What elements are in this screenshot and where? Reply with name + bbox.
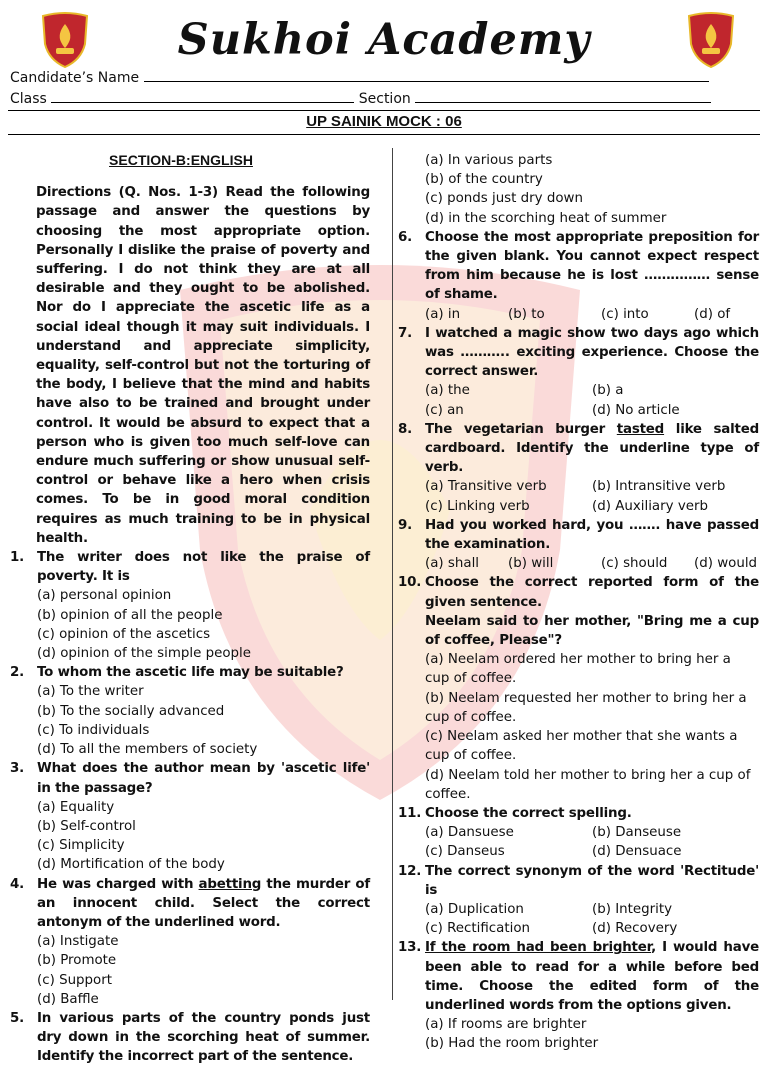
- question-3: [10, 759, 370, 797]
- right-column: [398, 151, 759, 1054]
- underlined-phrase: If the room had been brighter: [425, 940, 652, 956]
- option: (b) Integrity: [592, 901, 673, 917]
- header-rule: [8, 110, 760, 111]
- option: (c) To individuals: [37, 722, 150, 738]
- question-text: Had you worked hard, you ……. have passed the examination.: [425, 517, 759, 553]
- option: (d) Auxiliary verb: [592, 498, 708, 514]
- mock-title: UP SAINIK MOCK : 06: [306, 113, 462, 130]
- question-text: The vegetarian burger: [425, 421, 617, 437]
- candidate-name-label: Candidate’s Name: [10, 70, 140, 86]
- underlined-word: abetting: [198, 876, 262, 892]
- option: (d) No article: [592, 402, 680, 418]
- option: (b) will: [508, 556, 554, 572]
- option: (c) an: [425, 402, 464, 418]
- option: (d) Mortification of the body: [37, 857, 225, 873]
- candidate-name-field: [10, 68, 709, 87]
- directions-passage: Directions (Q. Nos. 1-3) Read the following passage and answer the questions by choosing the most appropriate option. Personally I dislike the praise of poverty and suffering. I do not think they are at all desirable and they ought to be abolished. Nor do I appreciate the ascetic life as a social ideal though it may suit individuals. I understand and appreciate simplicity, equality, self-control but not the torturing of the body, I believe that the mind and habits have also to be trained and brought under control. It would be absurd to expect that a person who is given too much self-love can endure much suffering or show unusual self-control or behave like a hero when crisis comes. To be in good moral condition requires as much training to be in physical health.: [36, 185, 370, 546]
- option: (c) into: [601, 306, 649, 322]
- option: (a) Transitive verb: [425, 479, 547, 495]
- question-number: 11.: [398, 805, 422, 821]
- question-number: 6.: [398, 229, 413, 245]
- option: (a) Instigate: [37, 934, 119, 950]
- question-number: 5.: [10, 1010, 25, 1026]
- question-10: [398, 573, 759, 650]
- question-12: [398, 862, 759, 900]
- option: (b) Intransitive verb: [592, 479, 726, 495]
- option: (b) a: [592, 383, 624, 399]
- option-grid: [425, 477, 759, 515]
- question-number: 4.: [10, 876, 25, 892]
- option: (c) Danseus: [425, 844, 505, 860]
- option: (b) Had the room brighter: [425, 1036, 599, 1052]
- question-number: 9.: [398, 517, 413, 533]
- question-11: [398, 804, 759, 823]
- option: (d) Neelam told her mother to bring her a cup of coffee.: [425, 767, 751, 802]
- question-8: [398, 420, 759, 478]
- option: (b) of the country: [425, 172, 543, 188]
- class-label: Class: [10, 91, 47, 107]
- question-text: Choose the most appropriate preposition for the given blank. You cannot expect respect from him because he is lost …………… sense of shame.: [425, 229, 759, 303]
- option: (a) Duplication: [425, 901, 524, 917]
- class-section-field: [10, 89, 711, 108]
- question-5: [10, 1009, 370, 1067]
- option: (b) Danseuse: [592, 825, 682, 841]
- option: (a) Dansuese: [425, 825, 514, 841]
- question-text: Choose the correct spelling.: [425, 805, 632, 821]
- question-7: [398, 324, 759, 382]
- option: (c) Support: [37, 972, 113, 988]
- section-line: [415, 89, 711, 103]
- option: (c) ponds just dry down: [425, 191, 583, 207]
- option: (d) would: [694, 556, 758, 572]
- option: (a) the: [425, 383, 470, 399]
- option: (b) Promote: [37, 953, 117, 969]
- option: (c) Neelam asked her mother that she wants a cup of coffee.: [425, 729, 738, 764]
- question-9: [398, 516, 759, 554]
- question-4: [10, 875, 370, 933]
- option: (a) in: [425, 306, 461, 322]
- option: (d) Densuace: [592, 844, 682, 860]
- option-grid: [425, 381, 759, 419]
- option: (b) To the socially advanced: [37, 703, 225, 719]
- option: (d) in the scorching heat of summer: [425, 210, 667, 226]
- option: (b) Neelam requested her mother to bring her a cup of coffee.: [425, 690, 747, 725]
- option: (b) Self-control: [37, 818, 136, 834]
- option-grid: [425, 823, 759, 861]
- quoted-sentence: Neelam said to her mother, "Bring me a cup of coffee, Please"?: [425, 613, 759, 649]
- question-text: He was charged with: [37, 876, 199, 892]
- option: (d) of: [694, 306, 731, 322]
- option: (c) Linking verb: [425, 498, 530, 514]
- question-6: [398, 228, 759, 305]
- question-number: 7.: [398, 325, 413, 341]
- question-number: 3.: [10, 761, 25, 777]
- option: (d) opinion of the simple people: [37, 646, 252, 662]
- question-text: To whom the ascetic life may be suitable?: [37, 665, 344, 681]
- option: (b) opinion of all the people: [37, 607, 223, 623]
- option-grid: [37, 932, 370, 1009]
- option: (d) Recovery: [592, 921, 678, 937]
- question-number: 13.: [398, 940, 422, 956]
- option: (c) should: [601, 556, 668, 572]
- option-grid: [425, 900, 759, 938]
- column-divider: [392, 148, 393, 1000]
- option: (a) In various parts: [425, 153, 553, 168]
- question-text: , I would have been able to read for a while before bed time. Choose the edited form of the underlined words from the options given.: [425, 940, 759, 1013]
- question-number: 10.: [398, 575, 422, 591]
- option: (a) Equality: [37, 799, 115, 815]
- option: (d) Baffle: [37, 991, 99, 1007]
- left-column: [10, 151, 370, 1067]
- option-row: [425, 305, 759, 324]
- option: (a) If rooms are brighter: [425, 1017, 587, 1033]
- question-text: Choose the correct reported form of the given sentence.: [425, 575, 759, 610]
- academy-title: Sukhoi Academy: [177, 15, 591, 65]
- option: (c) opinion of the ascetics: [37, 626, 211, 642]
- question-text: The writer does not like the praise of poverty. It is: [37, 550, 370, 585]
- section-label: Section: [358, 91, 411, 107]
- question-number: 2.: [10, 665, 25, 681]
- option: (c) Rectification: [425, 921, 530, 937]
- question-number: 8.: [398, 421, 413, 437]
- question-text: like salted cardboard. Identify the underline type of verb.: [425, 421, 759, 476]
- question-1: [10, 548, 370, 586]
- question-2: [10, 663, 370, 682]
- class-line: [51, 89, 354, 103]
- question-13: [398, 938, 759, 1015]
- question-text: I watched a magic show two days ago which was ……….. exciting experience. Choose the correct answer.: [425, 325, 759, 380]
- option: (d) To all the members of society: [37, 742, 258, 758]
- option: (c) Simplicity: [37, 838, 125, 854]
- question-text: The correct synonym of the word 'Rectitude' is: [425, 863, 759, 898]
- question-text: What does the author mean by 'ascetic life' in the passage?: [37, 761, 370, 796]
- candidate-name-line: [144, 68, 709, 82]
- question-text: the murder of an innocent child. Select the correct antonym of the underlined word.: [37, 876, 370, 930]
- header-rule-bottom: [8, 134, 760, 135]
- underlined-word: tasted: [616, 421, 665, 437]
- option: (a) To the writer: [37, 684, 144, 700]
- option: (b) to: [508, 306, 545, 322]
- question-number: 12.: [398, 863, 422, 879]
- option: (a) Neelam ordered her mother to bring her a cup of coffee.: [425, 652, 731, 687]
- option: (a) shall: [425, 556, 480, 572]
- option-row: [425, 554, 759, 573]
- question-text: In various parts of the country ponds just dry down in the scorching heat of summer. Identify the incorrect part of the sentence.: [37, 1010, 370, 1065]
- question-number: 1.: [10, 550, 25, 566]
- option: (a) personal opinion: [37, 588, 172, 604]
- section-title: SECTION-B:ENGLISH: [109, 152, 253, 168]
